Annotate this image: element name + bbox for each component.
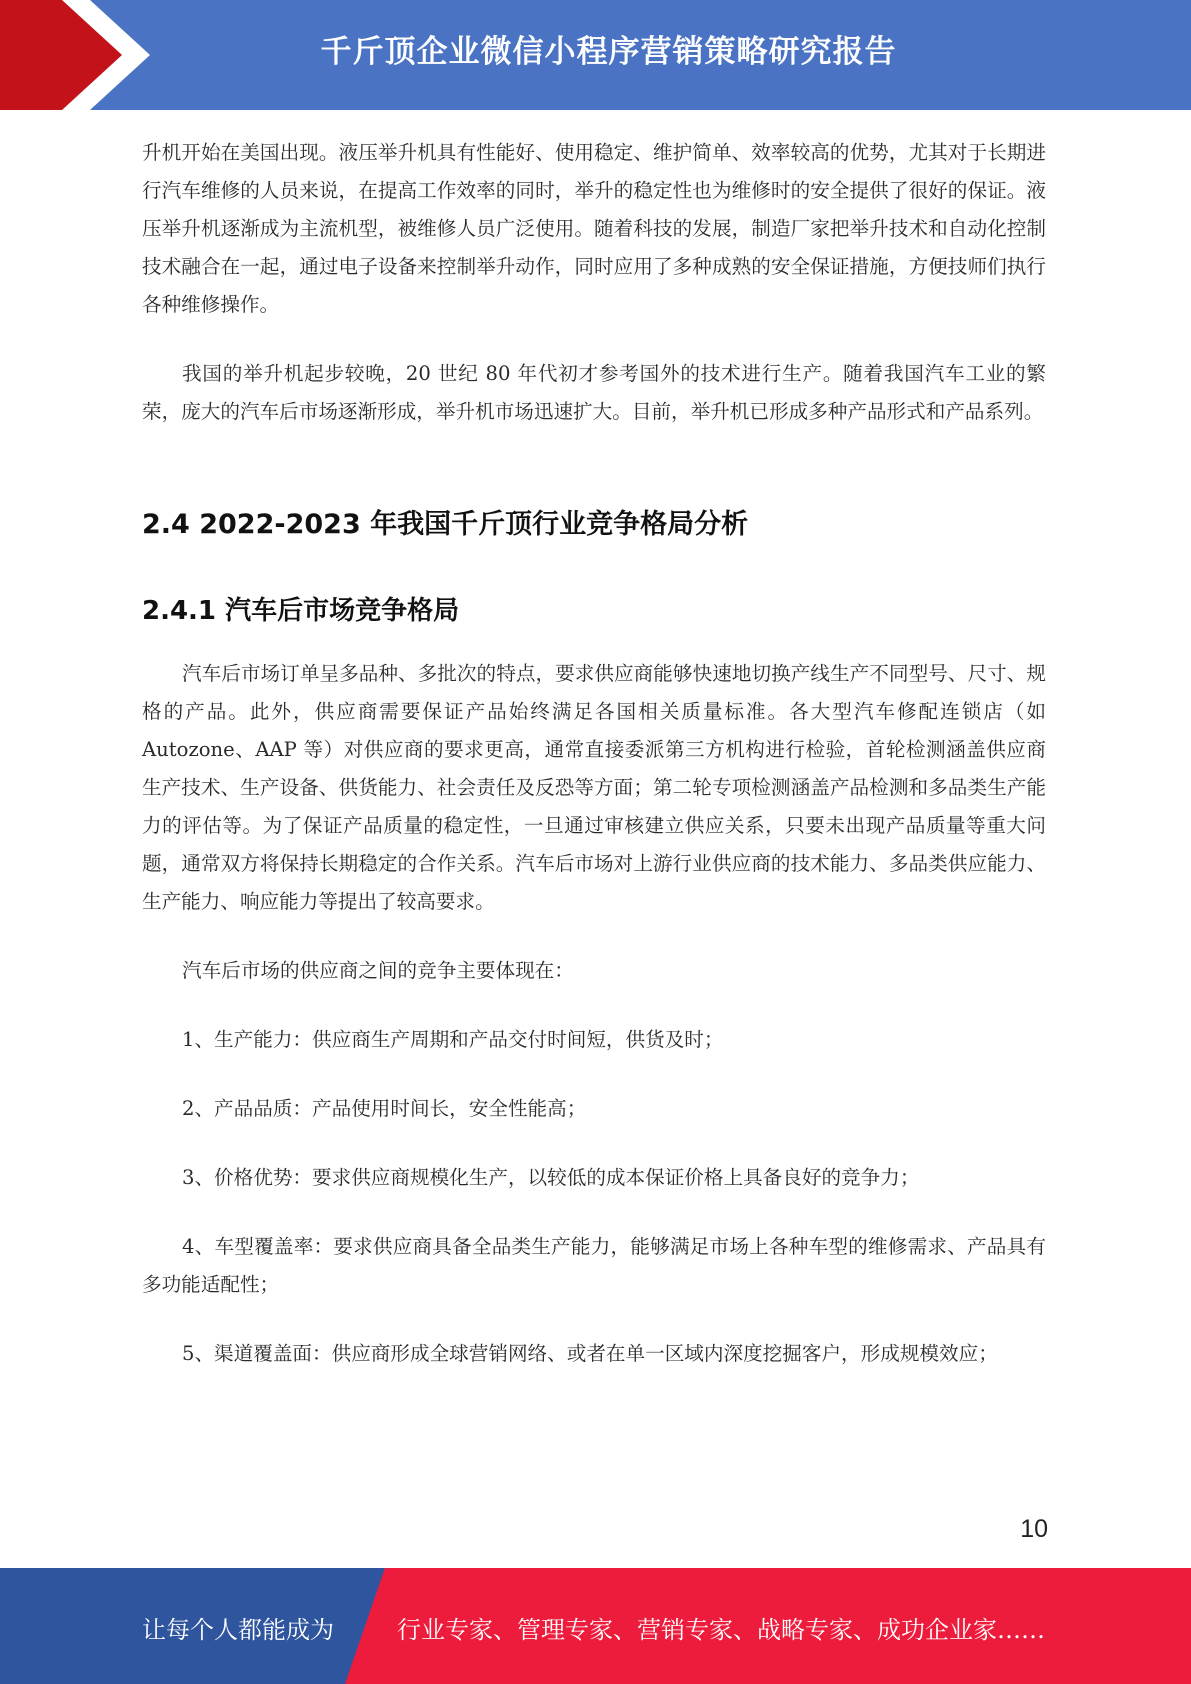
- paragraph-lift-history: 升机开始在美国出现。液压举升机具有性能好、使用稳定、维护简单、效率较高的优势，尤其对于长期进行汽车维修的人员来说，在提高工作效率的同时，举升的稳定性也为维修时的安全提供了很好的保证。液压举升机逐渐成为主流机型，被维修人员广泛使用。随着科技的发展，制造厂家把举升技术和自动化控制技术融合在一起，通过电子设备来控制举升动作，同时应用了多种成熟的安全保证措施，方便技师们执行各种维修操作。: [142, 141, 1046, 316]
- list-item: 2、产品品质：产品使用时间长，安全性能高；: [182, 1097, 587, 1120]
- list-item: 1、生产能力：供应商生产周期和产品交付时间短，供货及时；: [182, 1028, 724, 1051]
- header-title: 千斤顶企业微信小程序营销策略研究报告: [320, 34, 897, 70]
- footer-slogan-right: 行业专家、管理专家、营销专家、战略专家、成功企业家……: [397, 1616, 1045, 1644]
- page-header: [0, 0, 1191, 110]
- list-item: 5、渠道覆盖面：供应商形成全球营销网络、或者在单一区域内深度挖掘客户，形成规模效应；: [182, 1342, 998, 1365]
- footer-slogan-left: 让每个人都能成为: [142, 1616, 334, 1644]
- paragraph-aftermarket: 汽车后市场订单呈多品种、多批次的特点，要求供应商能够快速地切换产线生产不同型号、尺寸、规格的产品。此外，供应商需要保证产品始终满足各国相关质量标准。各大型汽车修配连锁店（如 Autozone、AAP 等）对供应商的要求更高，通常直接委派第三方机构进行检验，首轮检测涵盖供应商生产技术、生产设备、供货能力、社会责任及反恐等方面；第二轮专项检测涵盖产品检测和多品类生产能力的评估等。为了保证产品质量的稳定性，一旦通过审核建立供应关系，只要未出现产品质量等重大问题，通常双方将保持长期稳定的合作关系。汽车后市场对上游行业供应商的技术能力、多品类供应能力、生产能力、响应能力等提出了较高要求。: [142, 662, 1046, 913]
- page-number: 10: [1020, 1515, 1048, 1543]
- list-item: 3、价格优势：要求供应商规模化生产，以较低的成本保证价格上具备良好的竞争力；: [182, 1166, 920, 1189]
- page-footer: [0, 1568, 1191, 1684]
- subsection-heading: 2.4.1 汽车后市场竞争格局: [142, 596, 460, 626]
- paragraph-competition-intro: 汽车后市场的供应商之间的竞争主要体现在：: [182, 959, 574, 982]
- paragraph-domestic-lift: 我国的举升机起步较晚，20 世纪 80 年代初才参考国外的技术进行生产。随着我国汽车工业的繁荣，庞大的汽车后市场逐渐形成，举升机市场迅速扩大。目前，举升机已形成多种产品形式和产品系列。: [142, 362, 1046, 423]
- list-item: 4、车型覆盖率：要求供应商具备全品类生产能力，能够满足市场上各种车型的维修需求、产品具有多功能适配性；: [142, 1235, 1046, 1296]
- section-heading: 2.4 2022-2023 年我国千斤顶行业竞争格局分析: [142, 509, 749, 540]
- page-body: [142, 134, 1046, 1373]
